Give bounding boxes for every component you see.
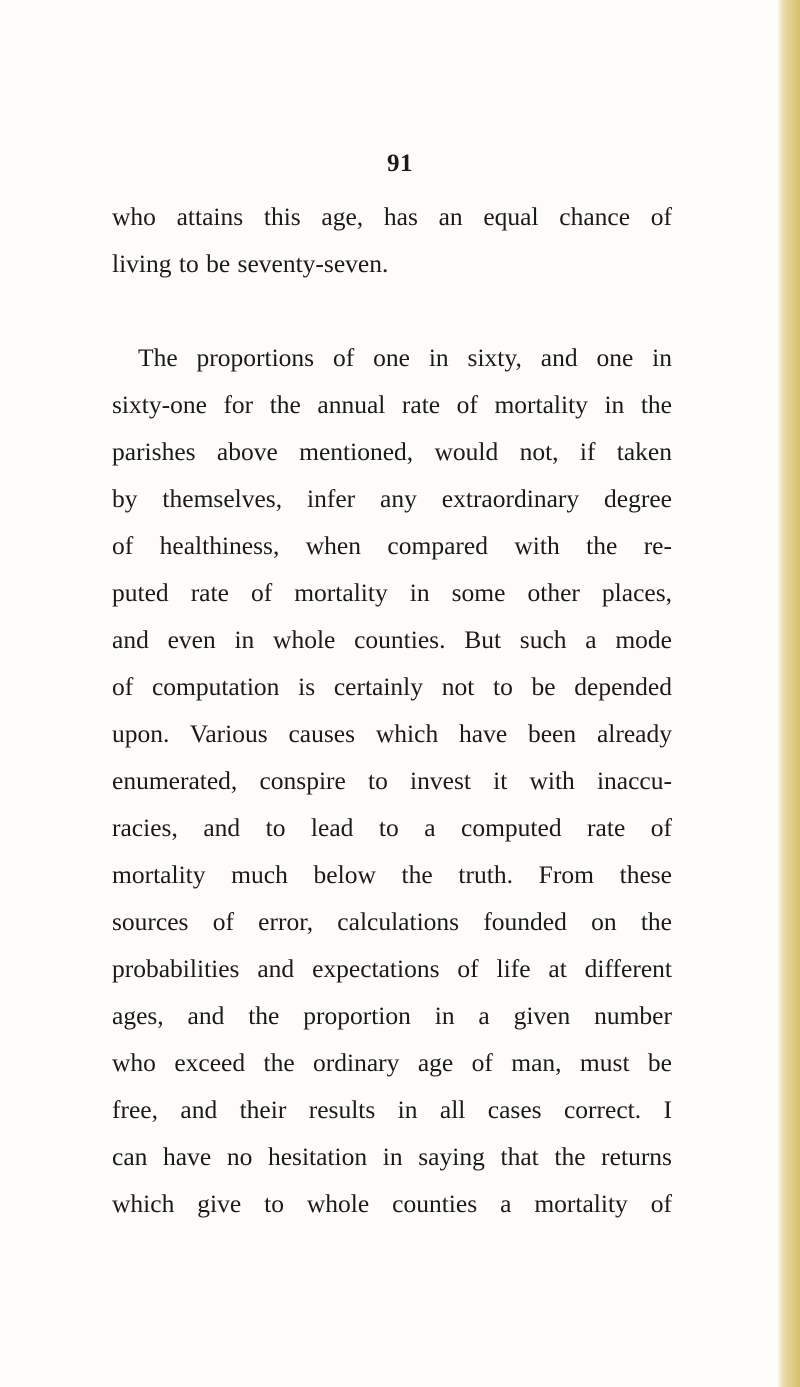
text-line: racies, and to lead to a computed rate of [112,813,672,842]
paragraph-1 [112,193,672,287]
text-line: who attains this age, has an equal chance of [112,202,672,231]
text-line: upon. Various causes which have been already [112,719,672,748]
page-edge [778,0,800,1387]
text-line: sources of error, calculations founded on the [112,907,672,936]
text-line: living to be seventy-seven. [112,249,389,278]
text-line: probabilities and expectations of life at different [112,954,672,983]
text-line: ages, and the proportion in a given number [112,1001,672,1030]
text-line: who exceed the ordinary age of man, must be [112,1048,672,1077]
text-line: by themselves, infer any extraordinary degree [112,484,672,513]
text-line: can have no hesitation in saying that the returns [112,1142,672,1171]
text-line: puted rate of mortality in some other places, [112,578,672,607]
body-text [112,193,672,1227]
text-line: and even in whole counties. But such a mode [112,625,672,654]
page-number: 91 [387,150,413,177]
paragraph-2 [112,334,672,1227]
text-line: mortality much below the truth. From these [112,860,672,889]
paragraph-gap [112,287,672,334]
text-line: The proportions of one in sixty, and one in [138,343,672,372]
text-line: of computation is certainly not to be depended [112,672,672,701]
text-line: enumerated, conspire to invest it with inaccu- [112,766,672,795]
text-line: parishes above mentioned, would not, if taken [112,437,672,466]
text-line: sixty-one for the annual rate of mortality in the [112,390,672,419]
text-line: which give to whole counties a mortality of [112,1189,672,1218]
text-line: free, and their results in all cases correct. I [112,1095,672,1124]
text-line: of healthiness, when compared with the re- [112,531,672,560]
